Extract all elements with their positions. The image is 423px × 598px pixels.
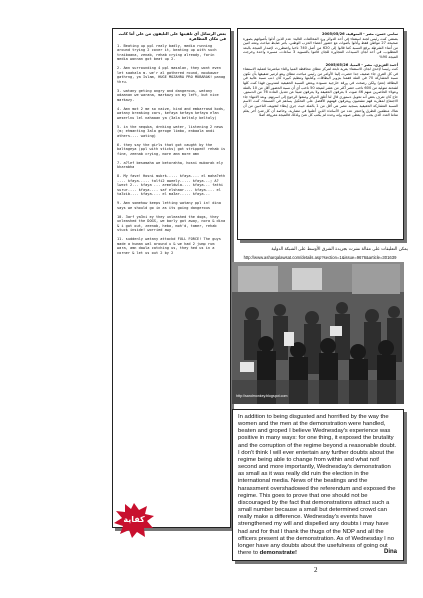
list-item: 4. Amn mot 2 me so naive, kind and embarrasd kods, watany breaking cars, kefaya kefaya kefaya e?an weserlnu lel nahaaan ya (3ala beltaly beltaly) [117, 106, 226, 120]
list-item: 9. Amn somehow keeps letting watany ppl in! dina says we should go in as its going dangerous [117, 201, 221, 210]
english-testimony-box [232, 409, 404, 561]
kefaya-logo [112, 501, 156, 539]
list-item: 3. watany geting angry and dangerous, watany odaanan we warana, markazy on my left, but nice markazy. [117, 88, 219, 102]
photo-credit[interactable]: http://sandmonkey.blogspot.com [236, 394, 288, 398]
page-number: 2 [314, 566, 318, 574]
sms-messages-box [112, 28, 231, 528]
list-item: 10. 3arf ya3ni ey they unleashed the dogs, they unleashed the DOGS, we barly got away, nora & dina & i got out, zeenab, heba, moh'd, tamer, rehab stuck inside! worried awy [117, 214, 226, 233]
english-emphasis: demonstrate! [259, 549, 297, 556]
sms-list [113, 44, 230, 256]
demonstration-photo [232, 262, 404, 404]
list-item: 7. a?lef besamaha we betorahha, hosni mubarak ely kharabha [117, 160, 224, 170]
crowd-photo-icon [232, 262, 404, 404]
list-item: 5. in the nequba, drnking water, listening 2 news (m; ehmanting 3ala geroge limbo, enbaala andi athers.... wating) [117, 124, 224, 138]
logo-text: كفاية [123, 515, 145, 524]
testimony-body: كنت رئيسا لإحدى لجان الاستفتاء بقرية تابعة لمركز مطاي محافظة المنيا والتاء مباشرتنا لعملية الاستفتاء في كل القرى جاء ضعيف جدا حضرت إلينا الأوامر من رئيس مباحث مطاي وهو لزمير شقيقها بأن نكون نسبة المشاركة 70 في المئة فقمنا بتزوير البطاقات وكتابتها وتنظيم كبيرة كان ذنب نسبة عالية في البطاقة (نعم) ولكن رضخت في ورقة خارجية مسودة وبعض النسبة الحقيقية لمندوبين فهذا كنت كلها لشحنة متولية من 600 ناخب حضر أكثر من عشر لنتيجة 50 ناخب أي أن نسبة الحضور أقل من 10 بالمئة وعولاء الحاضرين منهم 46 صوت لا بعرفون الحقيقة ولا يعرفون شيئا عن تعديل المادة 76 من الدستور. حاج كان تعرف بغض أنه تحويل دستوري قال لنا أغلق الدوائر ومنعوا الرجوع إلى اسرتهم. وبعد الانتهاء جاء الاجتماع لمقاربة فهم مشعبون ويعرفون فهمهم الأفضل على التحكيل يساهم في المسماء. كنت الاسم النسبة المشاركة الحقيقية بسجيد مصر هي أقل من 1 بالمئة حيث جرى إبطاء لتخويف الناخبين من أن هناك منظمين للطرق واحتجز عدد من الأساتذة الذين أعلنوا في مضاربة. وخاصة أن كل شئ أخر يعلم تماما العدد الذي يجب أن يعطى صوته وإنه وحده لم يكتب كل شئ ولذلك فالنتيجة معروفة أصلا [243, 67, 398, 118]
list-item: 11. suddenly watany attackd FULL FORCE! The guys made a human wal around u & we had 2 jump rum wara, amn dawla catching us, they hed us in a corner & let us out 2 by 2 [117, 237, 221, 255]
list-item: 1. Beating up ppl realy badly, media running around trying 2 cover it, beating up with such traibaana, zenab, rehab crying already, forin media wonnan got beat up 2. [117, 43, 217, 62]
article-link[interactable]: http://www.asharqalawsat.com/details.asp?section=1&issue=9676&article=301639 [243, 255, 397, 260]
signature: Dina [383, 549, 397, 555]
testimony-paragraph [243, 32, 398, 60]
testimony-header: أحمد العزيزي، مصر - المنيا، 2005/05/26 [325, 62, 398, 67]
list-item: 2. Amn surrounding 4 ppl masalan, they wont even let saahala m. we'r al gathered round, moukawor gathrng, ya Islam, HUGE MOZAHRA PRO MUBARAK! panag thru. [117, 66, 226, 84]
list-item: 6. they say the girls that got caught by the baltageya (ppl with sticks) got stripped! rehab is fine, zeenab crying, more amn more amn [117, 142, 226, 156]
article-caption: يمكن التعليقات على مقالة نشرت بجريدة الشرق الأوسط على الشبكة الدولية [271, 247, 408, 252]
testimony-header: سامي حسن، مصر - المنوفية، 2005/05/26 [321, 32, 398, 36]
arabic-testimony-box [237, 28, 404, 240]
testimony-body: بصفتي كنت رئيس لجنة استفتاء في أحد الدوائر ورد المخالفات التالية: عدد الذين أدلوا بأصواتهم بصورة صحيحة 27 مواطن فقط وأدلوا بأصوات مع حضور أعضاء الحزب الوطني، بأمر ضابط مباحث ومعه اثنين من أمناء الشرطة برفع النسبة كما قالوا إلى 620 من أصل 740 ناخبا واضطررت لإصدار النتيجة بالبعد المطلوب، في أحد لجان السيدات المجاورة للجان قاموا بالتسويد 3 ساعات، مسيرة واحدة وخرجت النتيجة 90% [243, 36, 398, 59]
list-item: 8. My fave! Hosni mubrk..... kfaya.... el maha?eth .... kfaya..... talfi2 aweely..... kfaya...; A? lwezt 2... kfaya ... armeldwla.... kfaya... fathi surur.... kfaya.... saf elshaar.... kfaya.... el ta3zib.... kfaya.... el ma3ar..... kfaya... [117, 173, 226, 197]
sms-intro: بعض الرسائل أي تلقيتها على التليفون من علي أما كانت في مكان المظاهرة [118, 31, 226, 41]
testimony-paragraph [243, 63, 398, 118]
english-text: In addition to being disgusted and horrified by the way the women and the men at the demonstration were handled, beaten and groped I believe Wednesday's experience was positive in many ways: for one thing, it exposed the brutality and the corruption of the regime beyond a reasonable doubt. I don't think I will ever entertain any further doubts about the regime being able to change from within and what not! second and more importantly, Wednesday's demonstration as small as it was really did ruin the election in the international media. News of the beatings and the harassment overshadowed the referendum and exposed the regime. This goes to prove that one should not be discouraged by the fact that demonstrations attract such a small number because a small but determined crowd can really make a difference. Wednesday's events have strengthened my will and dispelled any doubts i may have had and for that I thank the thugs of the NDP and all the officers present at the demonstration. As of Wednesday I no longer have any doubts about the usefulness of going out there to [238, 414, 397, 556]
